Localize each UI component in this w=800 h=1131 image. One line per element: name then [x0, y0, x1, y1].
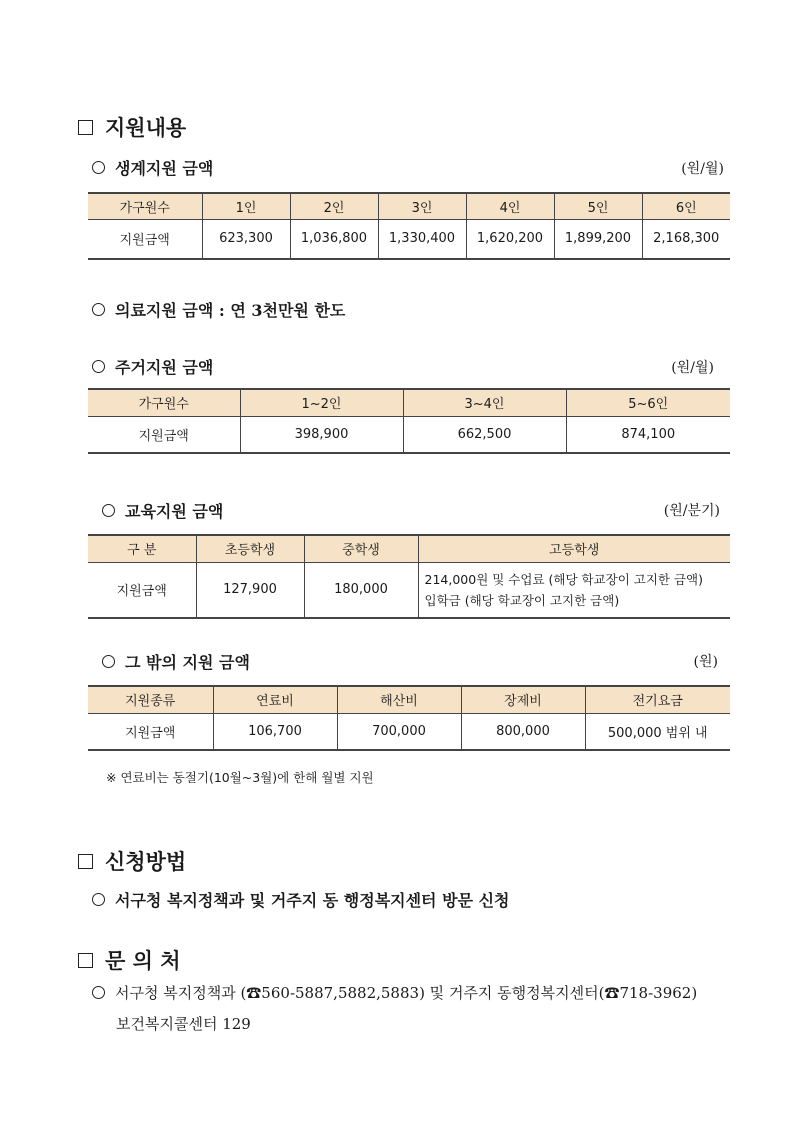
row-label-cell: 지원금액 — [88, 562, 196, 618]
table-row — [88, 219, 730, 259]
housing-support-table — [88, 388, 730, 454]
contact-line-1 — [92, 982, 697, 1003]
education-unit: (원/분기) — [663, 503, 720, 519]
header-cell: 중학생 — [304, 535, 418, 562]
value-cell: 398,900 — [240, 416, 403, 453]
high-school-line-2: 입학금 (해당 학교장이 고지한 금액) — [424, 592, 620, 608]
contact-line-2: 보건복지콜센터 129 — [116, 1015, 251, 1033]
contact-text-1: 서구청 복지정책과 (☎560-5887,5882,5883) 및 거주지 동행정복지센터(☎718-3962) — [115, 984, 698, 1002]
header-cell: 해산비 — [337, 686, 461, 713]
value-cell: 180,000 — [304, 562, 418, 618]
table-row — [88, 562, 730, 618]
medical-support-line — [92, 298, 345, 321]
checkbox-square-icon — [78, 854, 93, 869]
value-cell: 1,620,200 — [466, 219, 554, 259]
high-school-line-1: 214,000원 및 수업료 (해당 학교장이 고지한 금액) — [424, 571, 703, 587]
header-cell: 4인 — [466, 193, 554, 219]
header-cell: 가구원수 — [88, 193, 202, 219]
circle-bullet-icon — [92, 161, 105, 174]
header-cell: 고등학생 — [418, 535, 730, 562]
section-support-heading — [78, 112, 186, 142]
header-cell: 전기요금 — [585, 686, 730, 713]
header-cell: 3인 — [378, 193, 466, 219]
checkbox-square-icon — [78, 953, 93, 968]
value-cell: 1,899,200 — [554, 219, 642, 259]
living-support-table — [88, 192, 730, 260]
value-cell: 662,500 — [403, 416, 566, 453]
housing-support-heading — [92, 355, 213, 378]
living-support-heading — [92, 156, 213, 179]
other-support-table — [88, 685, 730, 751]
housing-unit: (원/월) — [671, 360, 714, 376]
table-row — [88, 416, 730, 453]
section-apply-heading — [78, 846, 186, 876]
education-support-table — [88, 534, 730, 619]
other-unit: (원) — [693, 654, 718, 670]
circle-bullet-icon — [92, 986, 105, 999]
value-cell: 500,000 범위 내 — [585, 713, 730, 750]
row-label-cell: 지원금액 — [88, 713, 213, 750]
value-cell: 800,000 — [461, 713, 585, 750]
other-support-heading — [102, 650, 250, 673]
value-cell: 1,330,400 — [378, 219, 466, 259]
circle-bullet-icon — [102, 655, 115, 668]
table-row — [88, 713, 730, 750]
header-cell: 가구원수 — [88, 389, 240, 416]
other-support-title: 그 밖의 지원 금액 — [125, 653, 250, 672]
high-school-cell — [418, 562, 730, 618]
header-cell: 초등학생 — [196, 535, 304, 562]
header-cell: 장제비 — [461, 686, 585, 713]
fuel-cost-note: ※ 연료비는 동절기(10월~3월)에 한해 월별 지원 — [106, 770, 374, 785]
living-support-title: 생계지원 금액 — [115, 159, 214, 178]
circle-bullet-icon — [92, 893, 105, 906]
value-cell: 700,000 — [337, 713, 461, 750]
apply-method-text: 서구청 복지정책과 및 거주지 동 행정복지센터 방문 신청 — [115, 891, 510, 910]
education-support-heading — [102, 499, 223, 522]
header-cell: 1인 — [202, 193, 290, 219]
header-cell: 연료비 — [213, 686, 337, 713]
value-cell: 127,900 — [196, 562, 304, 618]
header-cell: 5인 — [554, 193, 642, 219]
header-cell: 지원종류 — [88, 686, 213, 713]
value-cell: 2,168,300 — [642, 219, 730, 259]
table-header-row — [88, 193, 730, 219]
education-support-title: 교육지원 금액 — [125, 502, 224, 521]
circle-bullet-icon — [92, 303, 105, 316]
header-cell: 1~2인 — [240, 389, 403, 416]
checkbox-square-icon — [78, 120, 93, 135]
value-cell: 106,700 — [213, 713, 337, 750]
header-cell: 구 분 — [88, 535, 196, 562]
section-support-title: 지원내용 — [105, 115, 187, 140]
table-header-row — [88, 389, 730, 416]
value-cell: 623,300 — [202, 219, 290, 259]
medical-support-text: 의료지원 금액 : 연 3천만원 한도 — [115, 301, 346, 320]
header-cell: 3~4인 — [403, 389, 566, 416]
value-cell: 874,100 — [566, 416, 730, 453]
circle-bullet-icon — [102, 504, 115, 517]
apply-method-line — [92, 888, 509, 911]
header-cell: 5~6인 — [566, 389, 730, 416]
row-label-cell: 지원금액 — [88, 416, 240, 453]
section-apply-title: 신청방법 — [105, 849, 187, 874]
value-cell: 1,036,800 — [290, 219, 378, 259]
header-cell: 6인 — [642, 193, 730, 219]
table-header-row — [88, 535, 730, 562]
living-unit: (원/월) — [681, 161, 724, 177]
circle-bullet-icon — [92, 360, 105, 373]
housing-support-title: 주거지원 금액 — [115, 358, 214, 377]
section-contact-heading — [78, 945, 180, 975]
table-header-row — [88, 686, 730, 713]
section-contact-title: 문 의 처 — [105, 948, 181, 973]
header-cell: 2인 — [290, 193, 378, 219]
row-label-cell: 지원금액 — [88, 219, 202, 259]
